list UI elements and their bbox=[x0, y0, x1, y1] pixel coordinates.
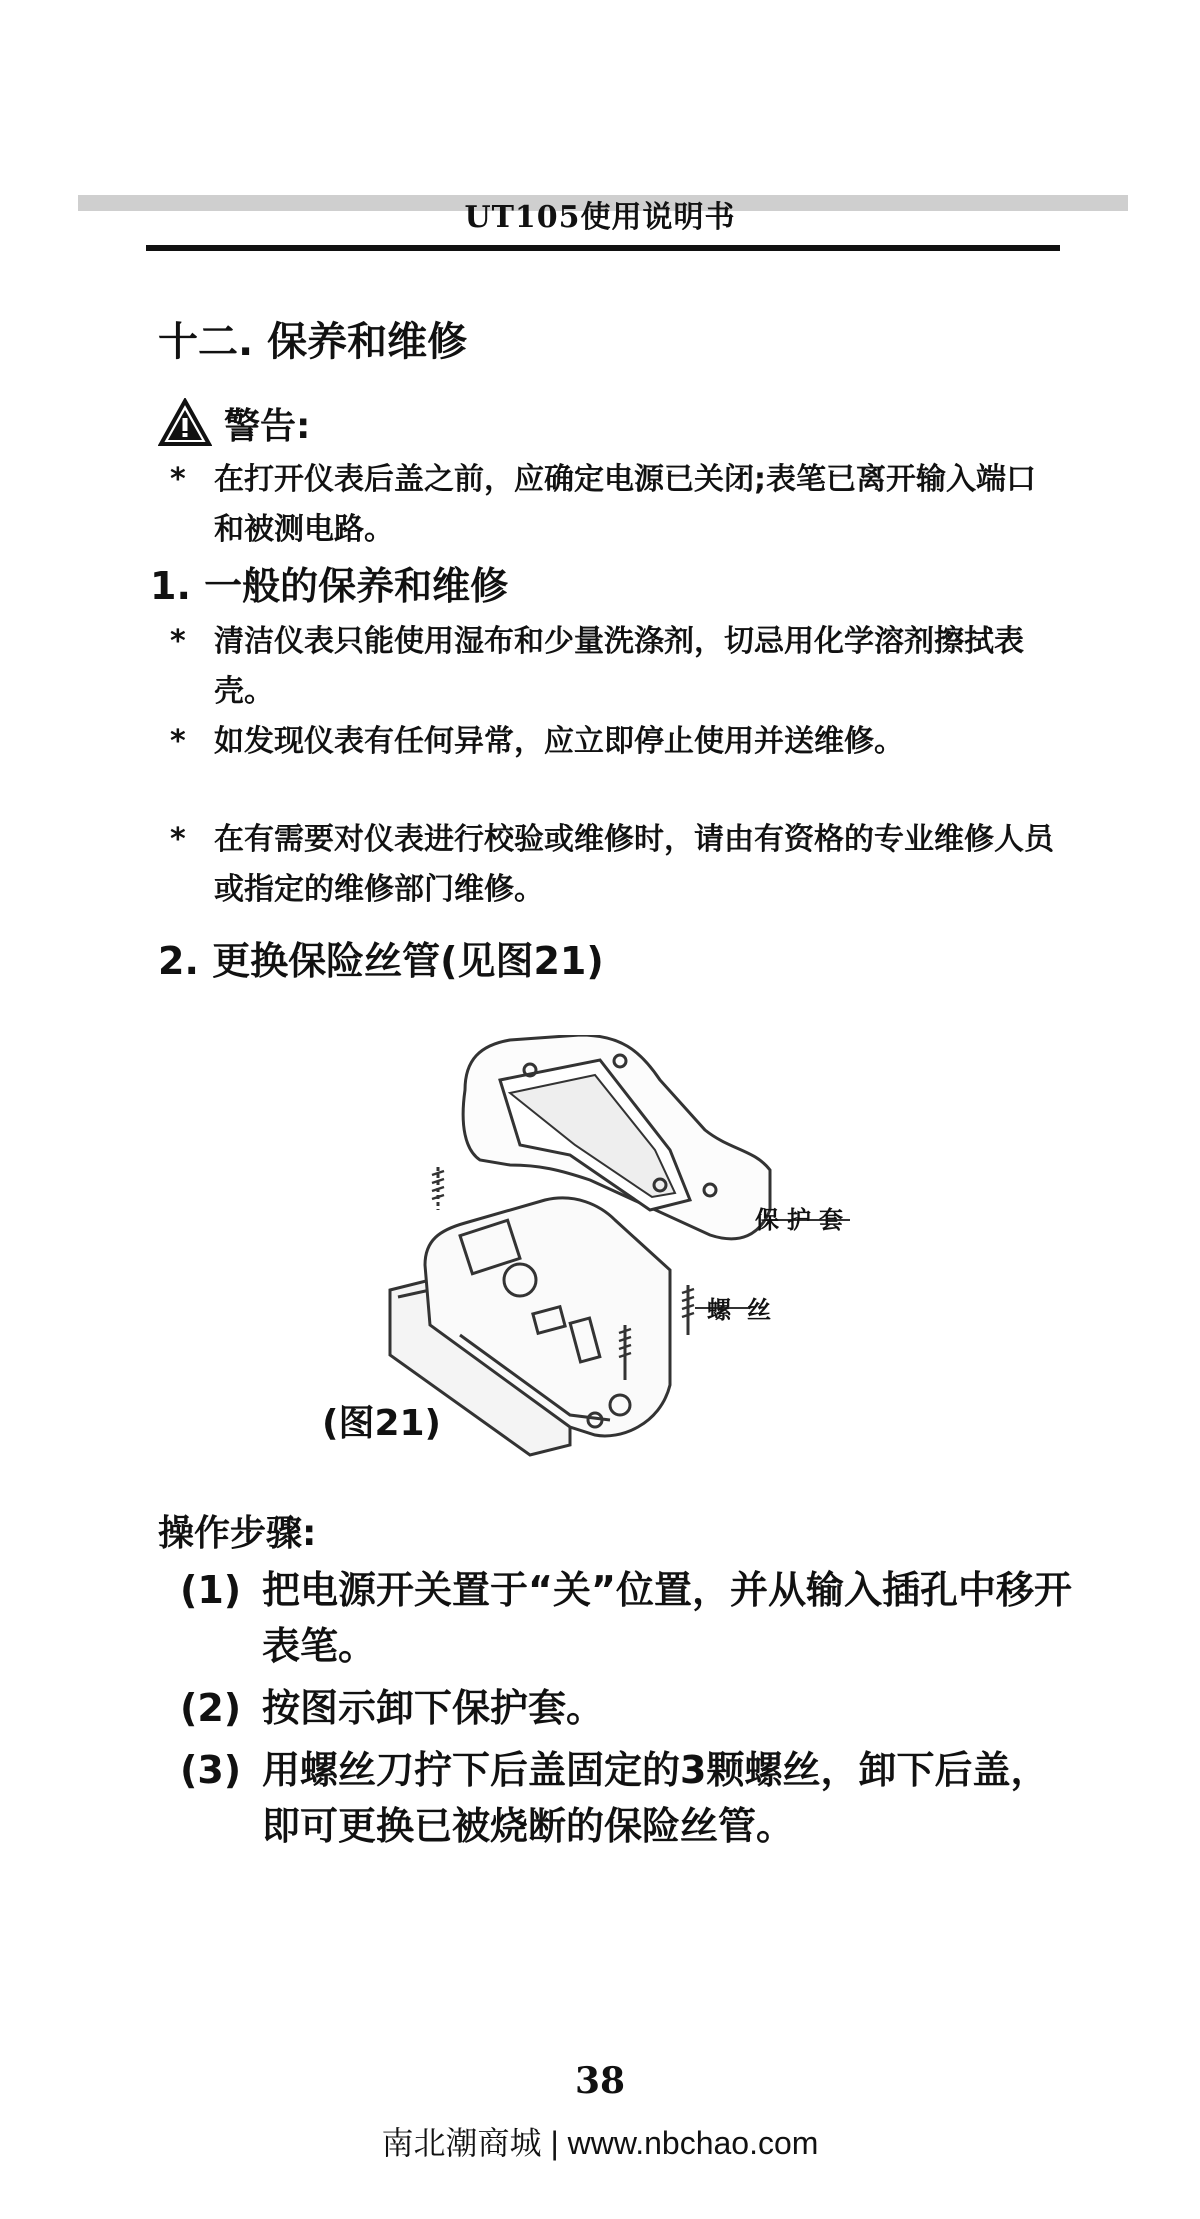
step-item bbox=[180, 1562, 1080, 1674]
subsection-general-title: 1. 一般的保养和维修 bbox=[150, 564, 509, 608]
warning-label: 警告: bbox=[224, 405, 311, 447]
step-text: 按图示卸下保护套。 bbox=[262, 1686, 605, 1730]
page-header-title: UT105使用说明书 bbox=[464, 200, 736, 235]
page-number: 38 bbox=[574, 2060, 626, 2102]
list-item bbox=[170, 617, 1060, 717]
label-protective-cover: 保护套 bbox=[755, 1206, 851, 1234]
warning-heading bbox=[158, 398, 310, 448]
section-title: 十二. 保养和维修 bbox=[158, 319, 468, 365]
list-item-text: 如发现仪表有任何异常，应立即停止使用并送维修。 bbox=[214, 724, 904, 759]
list-item-text: 在有需要对仪表进行校验或维修时，请由有资格的专业维修人员或指定的维修部门维修。 bbox=[214, 822, 1054, 907]
list-item-text: 清洁仪表只能使用湿布和少量洗涤剂，切忌用化学溶剂擦拭表壳。 bbox=[214, 624, 1024, 709]
list-item bbox=[170, 815, 1060, 915]
list-item bbox=[170, 717, 1060, 767]
bullet-star: * bbox=[170, 624, 186, 659]
step-text: 用螺丝刀拧下后盖固定的3颗螺丝，卸下后盖，即可更换已被烧断的保险丝管。 bbox=[262, 1748, 1049, 1848]
step-text: 把电源开关置于“关”位置，并从输入插孔中移开表笔。 bbox=[262, 1568, 1072, 1668]
step-number: (2) bbox=[180, 1686, 242, 1730]
warning-item-text: 在打开仪表后盖之前，应确定电源已关闭;表笔已离开输入端口和被测电路。 bbox=[214, 462, 1036, 547]
footer-watermark: 南北潮商城 | www.nbchao.com bbox=[381, 2125, 819, 2161]
warning-triangle-icon bbox=[158, 398, 212, 448]
fuse-replacement-figure bbox=[370, 1035, 890, 1475]
steps-title: 操作步骤: bbox=[158, 1513, 317, 1554]
label-screw: 螺丝 bbox=[707, 1296, 787, 1324]
bullet-star: * bbox=[170, 462, 186, 497]
step-item bbox=[180, 1680, 1080, 1736]
header-rule bbox=[146, 245, 1060, 251]
bullet-star: * bbox=[170, 724, 186, 759]
step-number: (1) bbox=[180, 1568, 242, 1612]
bullet-star: * bbox=[170, 822, 186, 857]
step-number: (3) bbox=[180, 1748, 242, 1792]
subsection-fuse-title: 2. 更换保险丝管(见图21) bbox=[158, 939, 604, 983]
figure-caption: (图21) bbox=[322, 1403, 442, 1444]
warning-item bbox=[170, 455, 1060, 555]
step-item bbox=[180, 1742, 1080, 1854]
